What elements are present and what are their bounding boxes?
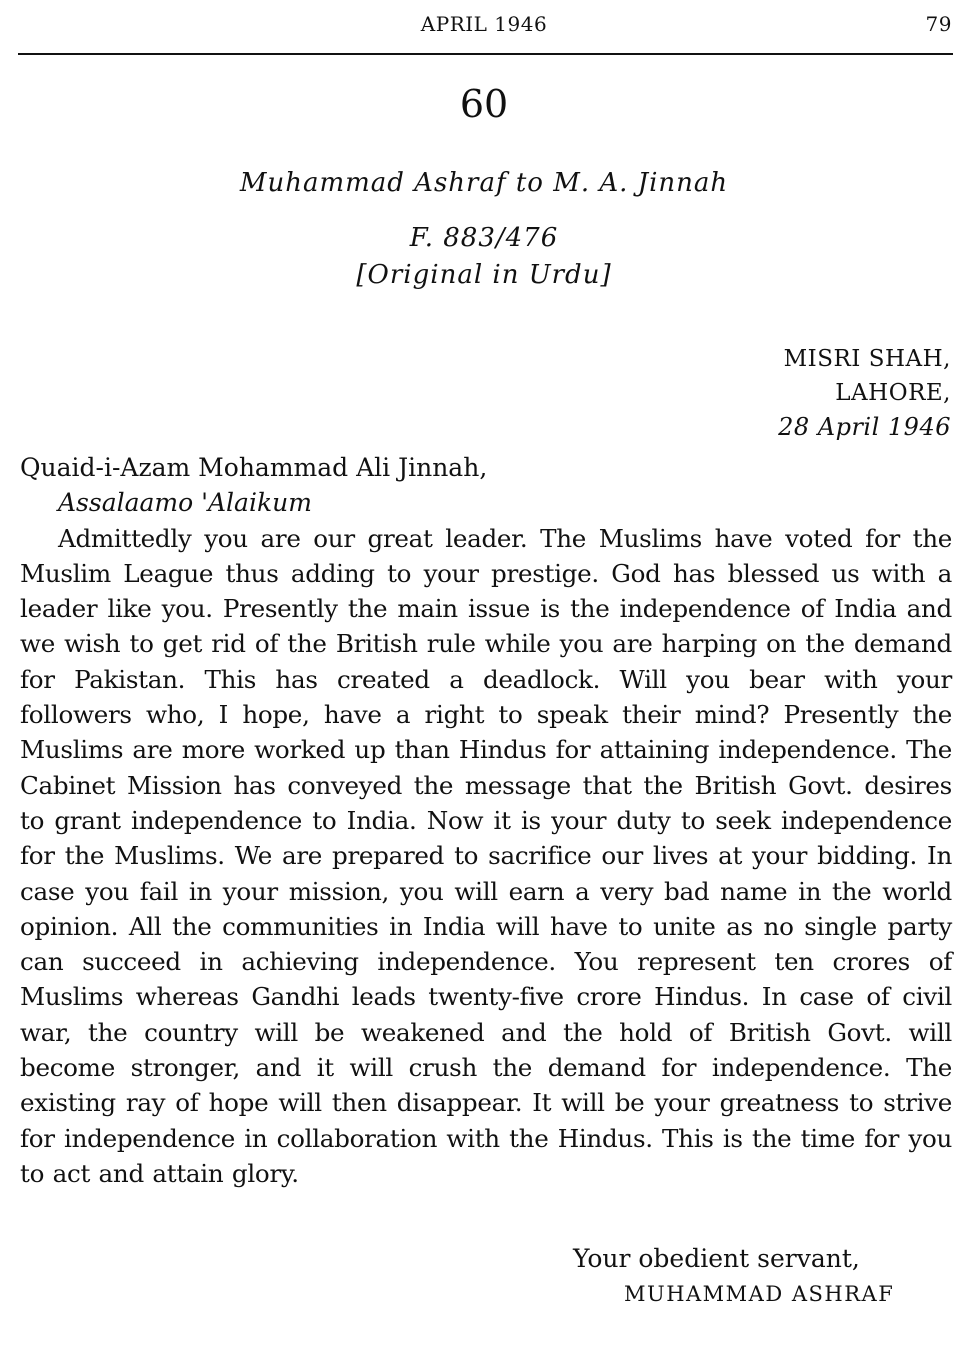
header-rule (18, 53, 953, 55)
document-number: 60 (459, 82, 509, 126)
letter-text (20, 450, 952, 1191)
document-heading: Muhammad Ashraf to M. A. Jinnah (239, 168, 729, 198)
running-head (0, 8, 968, 40)
place-line: LAHORE, (835, 380, 951, 406)
closing: Your obedient servant, (573, 1244, 860, 1273)
signatory: MUHAMMAD ASHRAF (624, 1282, 895, 1306)
running-title: APRIL 1946 (420, 12, 548, 36)
letter-date: 28 April 1946 (778, 413, 951, 441)
place-line: MISRI SHAH, (783, 346, 951, 372)
original-language-note: [Original in Urdu] (356, 260, 612, 290)
salutation: Quaid-i-Azam Mohammad Ali Jinnah, (20, 453, 488, 482)
greeting: Assalaamo 'Alaikum (58, 488, 312, 518)
file-reference: F. 883/476 (409, 223, 559, 253)
letter-body: Admittedly you are our great leader. The Muslims have voted for the Muslim League thus adding to your prestige. God has blessed us with a leader like you. Presently the main issue is the independence of India and we wish to get rid of the British rule while you are harping on the demand for Pakistan. This has created a deadlock. Will you bear with your followers who, I hope, have a right to speak their mind? Presently the Muslims are more worked up than Hindus for attaining independence. The Cabinet Mission has conveyed the message that the British Govt. desires to grant independence to India. Now it is your duty to seek independence for the Muslims. We are prepared to sacrifice our lives at your bidding. In case you fail in your mission, you will earn a very bad name in the world opinion. All the communities in India will have to unite as no single party can succeed in achieving independence. You represent ten crores of Muslims whereas Gandhi leads twenty-five crore Hindus. In case of civil war, the country will be weakened and the hold of British Govt. will become stronger, and it will crush the demand for independence. The existing ray of hope will then disappear. It will be your greatness to strive for independence in collaboration with the Hindus. This is the time for you to act and attain glory. (20, 523, 952, 1188)
sender-address-block (778, 342, 951, 444)
page-number: 79 (925, 12, 952, 36)
